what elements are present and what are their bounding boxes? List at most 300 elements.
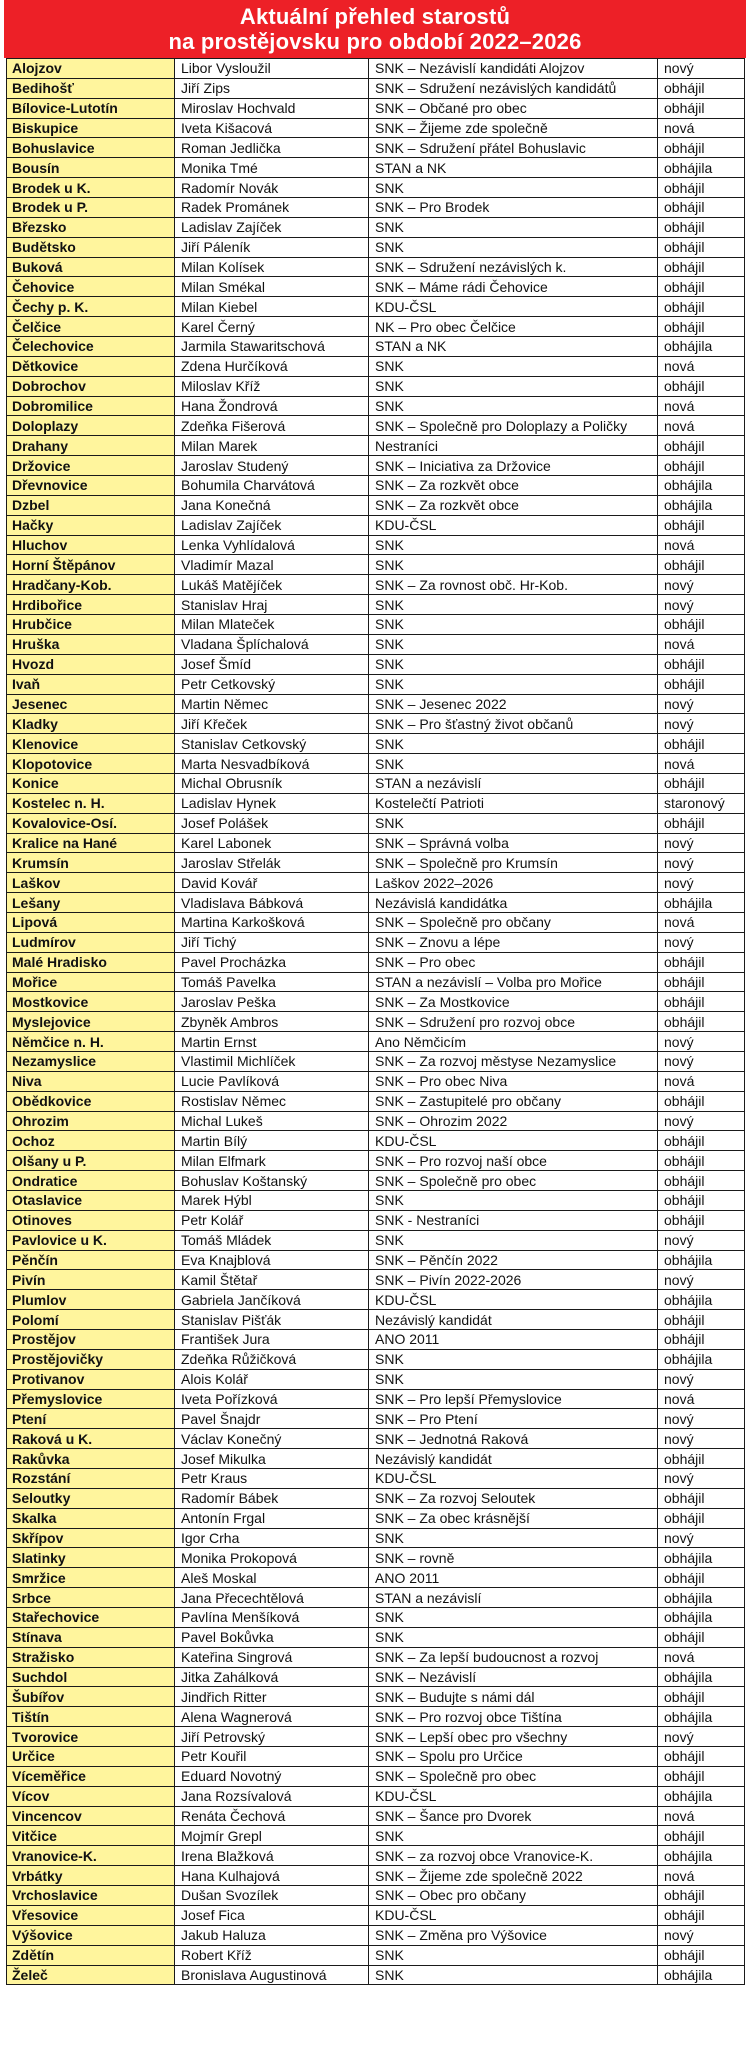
table-row <box>7 674 745 694</box>
status-cell: obhájil <box>658 515 745 535</box>
party-cell: SNK – Za rozvoj městyse Nezamyslice <box>369 1051 658 1071</box>
mayor-name-cell: Iveta Kišacová <box>175 118 369 138</box>
mayor-name-cell: Vlastimil Michlíček <box>175 1051 369 1071</box>
mayor-name-cell: Miroslav Hochvald <box>175 98 369 118</box>
party-cell: SNK – Jednotná Raková <box>369 1429 658 1449</box>
municipality-cell: Zdětín <box>7 1945 175 1965</box>
mayor-name-cell: Václav Konečný <box>175 1429 369 1449</box>
status-cell: obhájil <box>658 1568 745 1588</box>
party-cell: SNK <box>369 634 658 654</box>
table-row <box>7 396 745 416</box>
party-cell: KDU-ČSL <box>369 1469 658 1489</box>
municipality-cell: Tištín <box>7 1707 175 1727</box>
party-cell: STAN a NK <box>369 158 658 178</box>
table-row <box>7 1409 745 1429</box>
municipality-cell: Slatinky <box>7 1548 175 1568</box>
mayor-name-cell: Zdeňka Fišerová <box>175 416 369 436</box>
table-row <box>7 1905 745 1925</box>
party-cell: SNK <box>369 1608 658 1628</box>
party-cell: Nezávislý kandidát <box>369 1310 658 1330</box>
status-cell: obhájil <box>658 297 745 317</box>
table-row <box>7 1667 745 1687</box>
status-cell: nový <box>658 595 745 615</box>
status-cell: obhájil <box>658 1012 745 1032</box>
table-row <box>7 992 745 1012</box>
mayor-name-cell: Zbyněk Ambros <box>175 1012 369 1032</box>
municipality-cell: Víceměřice <box>7 1766 175 1786</box>
party-cell: SNK – Sdružení pro rozvoj obce <box>369 1012 658 1032</box>
municipality-cell: Lešany <box>7 893 175 913</box>
mayor-name-cell: Jaroslav Peška <box>175 992 369 1012</box>
table-row <box>7 853 745 873</box>
party-cell: KDU-ČSL <box>369 1131 658 1151</box>
status-cell: obhájila <box>658 495 745 515</box>
table-row <box>7 754 745 774</box>
municipality-cell: Jesenec <box>7 694 175 714</box>
status-cell: obhájil <box>658 1151 745 1171</box>
table-row <box>7 1747 745 1767</box>
table-row <box>7 1945 745 1965</box>
mayor-name-cell: Monika Prokopová <box>175 1548 369 1568</box>
mayor-name-cell: Alois Kolář <box>175 1369 369 1389</box>
municipality-cell: Tvorovice <box>7 1727 175 1747</box>
municipality-cell: Rakůvka <box>7 1449 175 1469</box>
municipality-cell: Malé Hradisko <box>7 952 175 972</box>
municipality-cell: Stražisko <box>7 1647 175 1667</box>
mayor-name-cell: Radomír Novák <box>175 178 369 198</box>
municipality-cell: Drahany <box>7 436 175 456</box>
party-cell: SNK <box>369 237 658 257</box>
mayor-name-cell: Pavel Bokůvka <box>175 1627 369 1647</box>
table-row <box>7 217 745 237</box>
table-row <box>7 615 745 635</box>
table-row <box>7 654 745 674</box>
party-cell: SNK – rovně <box>369 1548 658 1568</box>
municipality-cell: Budětsko <box>7 237 175 257</box>
status-cell: obhájil <box>658 1171 745 1191</box>
party-cell: SNK – Za Mostkovice <box>369 992 658 1012</box>
party-cell: STAN a nezávislí – Volba pro Mořice <box>369 972 658 992</box>
party-cell: SNK – Občané pro obec <box>369 98 658 118</box>
mayor-name-cell: Lukáš Matějíček <box>175 575 369 595</box>
municipality-cell: Březsko <box>7 217 175 237</box>
status-cell: obhájil <box>658 376 745 396</box>
municipality-cell: Dobrochov <box>7 376 175 396</box>
status-cell: nový <box>658 1528 745 1548</box>
mayor-name-cell: Ladislav Zajíček <box>175 217 369 237</box>
municipality-cell: Bohuslavice <box>7 138 175 158</box>
party-cell: SNK - Nestraníci <box>369 1210 658 1230</box>
municipality-cell: Alojzov <box>7 59 175 79</box>
mayor-name-cell: Petr Kraus <box>175 1469 369 1489</box>
table-row <box>7 297 745 317</box>
status-cell: obhájil <box>658 277 745 297</box>
municipality-cell: Mořice <box>7 972 175 992</box>
status-cell: nová <box>658 912 745 932</box>
party-cell: SNK – Spolu pro Určice <box>369 1747 658 1767</box>
mayor-name-cell: Milan Mlateček <box>175 615 369 635</box>
table-row <box>7 356 745 376</box>
table-row <box>7 1032 745 1052</box>
mayor-name-cell: Vladislava Bábková <box>175 893 369 913</box>
mayor-name-cell: Josef Šmíd <box>175 654 369 674</box>
table-row <box>7 1568 745 1588</box>
status-cell: obhájil <box>658 1886 745 1906</box>
table-row <box>7 1330 745 1350</box>
status-cell: obhájil <box>658 1190 745 1210</box>
status-cell: nový <box>658 1469 745 1489</box>
municipality-cell: Pěnčín <box>7 1250 175 1270</box>
party-cell: SNK – Pro obec Niva <box>369 1071 658 1091</box>
table-row <box>7 1925 745 1945</box>
party-cell: SNK – Společně pro Krumsín <box>369 853 658 873</box>
status-cell: nový <box>658 1051 745 1071</box>
status-cell: obhájil <box>658 1945 745 1965</box>
table-row <box>7 1488 745 1508</box>
status-cell: obhájil <box>658 217 745 237</box>
status-cell: obhájil <box>658 1310 745 1330</box>
mayor-name-cell: Radek Prománek <box>175 198 369 218</box>
table-row <box>7 1210 745 1230</box>
table-row <box>7 1508 745 1528</box>
party-cell: SNK <box>369 1945 658 1965</box>
party-cell: SNK – Budujte s námi dál <box>369 1687 658 1707</box>
party-cell: SNK – Máme rádi Čehovice <box>369 277 658 297</box>
mayor-name-cell: Jana Rozsívalová <box>175 1786 369 1806</box>
table-row <box>7 456 745 476</box>
municipality-cell: Suchdol <box>7 1667 175 1687</box>
table-row <box>7 1707 745 1727</box>
mayor-name-cell: Vladimír Mazal <box>175 555 369 575</box>
table-row <box>7 1727 745 1747</box>
municipality-cell: Hruška <box>7 634 175 654</box>
status-cell: obhájila <box>658 337 745 357</box>
table-row <box>7 1230 745 1250</box>
municipality-cell: Otaslavice <box>7 1190 175 1210</box>
status-cell: obhájil <box>658 1627 745 1647</box>
table-row <box>7 1270 745 1290</box>
status-cell: obhájil <box>658 78 745 98</box>
municipality-cell: Olšany u P. <box>7 1151 175 1171</box>
party-cell: STAN a nezávislí <box>369 773 658 793</box>
municipality-cell: Skalka <box>7 1508 175 1528</box>
municipality-cell: Čehovice <box>7 277 175 297</box>
mayor-name-cell: Pavel Šnajdr <box>175 1409 369 1429</box>
municipality-cell: Laškov <box>7 873 175 893</box>
municipality-cell: Ludmírov <box>7 932 175 952</box>
party-cell: Laškov 2022–2026 <box>369 873 658 893</box>
municipality-cell: Hradčany-Kob. <box>7 575 175 595</box>
table-row <box>7 912 745 932</box>
status-cell: obhájil <box>658 1687 745 1707</box>
party-cell: SNK <box>369 674 658 694</box>
mayor-name-cell: Petr Cetkovský <box>175 674 369 694</box>
table-row <box>7 1250 745 1270</box>
party-cell: SNK – Pro lepší Přemyslovice <box>369 1389 658 1409</box>
municipality-cell: Výšovice <box>7 1925 175 1945</box>
party-cell: Nezávislý kandidát <box>369 1449 658 1469</box>
table-row <box>7 1786 745 1806</box>
municipality-cell: Prostějovičky <box>7 1349 175 1369</box>
table-row <box>7 575 745 595</box>
mayor-name-cell: Tomáš Pavelka <box>175 972 369 992</box>
mayor-name-cell: Miloslav Kříž <box>175 376 369 396</box>
status-cell: nový <box>658 932 745 952</box>
party-cell: SNK – Společně pro občany <box>369 912 658 932</box>
mayor-name-cell: Jaroslav Studený <box>175 456 369 476</box>
status-cell: obhájil <box>658 1905 745 1925</box>
status-cell: nová <box>658 1647 745 1667</box>
party-cell: SNK – Iniciativa za Držovice <box>369 456 658 476</box>
mayor-name-cell: Milan Elfmark <box>175 1151 369 1171</box>
municipality-cell: Čelechovice <box>7 337 175 357</box>
table-row <box>7 555 745 575</box>
party-cell: SNK <box>369 1369 658 1389</box>
party-cell: SNK <box>369 754 658 774</box>
status-cell: obhájil <box>658 1488 745 1508</box>
municipality-cell: Polomí <box>7 1310 175 1330</box>
mayor-name-cell: Robert Kříž <box>175 1945 369 1965</box>
party-cell: SNK – Správná volba <box>369 833 658 853</box>
party-cell: SNK – Společně pro Doloplazy a Poličky <box>369 416 658 436</box>
status-cell: obhájil <box>658 178 745 198</box>
table-row <box>7 1528 745 1548</box>
status-cell: obhájil <box>658 1091 745 1111</box>
municipality-cell: Kladky <box>7 714 175 734</box>
mayor-name-cell: Antonín Frgal <box>175 1508 369 1528</box>
municipality-cell: Držovice <box>7 456 175 476</box>
table-row <box>7 1131 745 1151</box>
mayor-name-cell: Jaroslav Střelák <box>175 853 369 873</box>
municipality-cell: Myslejovice <box>7 1012 175 1032</box>
party-cell: SNK – Za obec krásnější <box>369 1508 658 1528</box>
title-line-1: Aktuální přehled starostů <box>239 4 511 29</box>
table-row <box>7 972 745 992</box>
table-row <box>7 1349 745 1369</box>
municipality-cell: Vincencov <box>7 1806 175 1826</box>
municipality-cell: Vřesovice <box>7 1905 175 1925</box>
status-cell: obhájila <box>658 1608 745 1628</box>
table-row <box>7 1111 745 1131</box>
party-cell: SNK – Pro šťastný život občanů <box>369 714 658 734</box>
mayor-name-cell: Milan Marek <box>175 436 369 456</box>
municipality-cell: Hrdibořice <box>7 595 175 615</box>
table-row <box>7 1091 745 1111</box>
party-cell: SNK – Pro Ptení <box>369 1409 658 1429</box>
status-cell: obhájil <box>658 1747 745 1767</box>
party-cell: Nezávislá kandidátka <box>369 893 658 913</box>
table-row <box>7 237 745 257</box>
mayor-name-cell: Kamil Štětař <box>175 1270 369 1290</box>
mayor-name-cell: Alena Wagnerová <box>175 1707 369 1727</box>
status-cell: nová <box>658 396 745 416</box>
status-cell: obhájila <box>658 1707 745 1727</box>
municipality-cell: Ochoz <box>7 1131 175 1151</box>
party-cell: SNK – Jesenec 2022 <box>369 694 658 714</box>
status-cell: nový <box>658 1032 745 1052</box>
status-cell: obhájil <box>658 237 745 257</box>
status-cell: obhájila <box>658 158 745 178</box>
municipality-cell: Protivanov <box>7 1369 175 1389</box>
table-row <box>7 714 745 734</box>
status-cell: nová <box>658 754 745 774</box>
party-cell: SNK <box>369 178 658 198</box>
table-row <box>7 138 745 158</box>
municipality-cell: Klenovice <box>7 734 175 754</box>
table-row <box>7 833 745 853</box>
municipality-cell: Klopotovice <box>7 754 175 774</box>
mayor-name-cell: Karel Labonek <box>175 833 369 853</box>
municipality-cell: Plumlov <box>7 1290 175 1310</box>
mayor-name-cell: Mojmír Grepl <box>175 1826 369 1846</box>
table-row <box>7 813 745 833</box>
mayor-name-cell: Hana Kulhajová <box>175 1866 369 1886</box>
table-row <box>7 793 745 813</box>
mayor-name-cell: Libor Vysloužil <box>175 59 369 79</box>
party-cell: KDU-ČSL <box>369 515 658 535</box>
status-cell: obhájila <box>658 1349 745 1369</box>
table-row <box>7 1051 745 1071</box>
table-row <box>7 476 745 496</box>
mayor-name-cell: Rostislav Němec <box>175 1091 369 1111</box>
party-cell: SNK <box>369 813 658 833</box>
party-cell: SNK <box>369 535 658 555</box>
table-row <box>7 1429 745 1449</box>
municipality-cell: Vrbátky <box>7 1866 175 1886</box>
status-cell: nová <box>658 1806 745 1826</box>
status-cell: obhájil <box>658 1330 745 1350</box>
municipality-cell: Obědkovice <box>7 1091 175 1111</box>
party-cell: ANO 2011 <box>369 1568 658 1588</box>
party-cell: SNK – Za rozkvět obce <box>369 495 658 515</box>
mayor-name-cell: Iveta Pořízková <box>175 1389 369 1409</box>
party-cell: KDU-ČSL <box>369 1905 658 1925</box>
party-cell: SNK <box>369 1190 658 1210</box>
municipality-cell: Srbce <box>7 1588 175 1608</box>
status-cell: obhájil <box>658 317 745 337</box>
mayor-name-cell: Jiří Páleník <box>175 237 369 257</box>
municipality-cell: Čelčice <box>7 317 175 337</box>
table-row <box>7 277 745 297</box>
municipality-cell: Biskupice <box>7 118 175 138</box>
municipality-cell: Dzbel <box>7 495 175 515</box>
status-cell: obhájil <box>658 257 745 277</box>
municipality-cell: Kostelec n. H. <box>7 793 175 813</box>
party-cell: SNK – Zastupitelé pro občany <box>369 1091 658 1111</box>
party-cell: SNK – za rozvoj obce Vranovice-K. <box>369 1846 658 1866</box>
municipality-cell: Rozstání <box>7 1469 175 1489</box>
status-cell: obhájil <box>658 1210 745 1230</box>
status-cell: nový <box>658 1369 745 1389</box>
party-cell: Ano Němčicím <box>369 1032 658 1052</box>
party-cell: SNK <box>369 615 658 635</box>
mayor-name-cell: Marek Hýbl <box>175 1190 369 1210</box>
party-cell: SNK – Pro rozvoj naší obce <box>369 1151 658 1171</box>
party-cell: STAN a nezávislí <box>369 1588 658 1608</box>
table-row <box>7 773 745 793</box>
table-row <box>7 1369 745 1389</box>
status-cell: obhájila <box>658 1290 745 1310</box>
table-row <box>7 734 745 754</box>
mayor-name-cell: Milan Smékal <box>175 277 369 297</box>
municipality-cell: Stínava <box>7 1627 175 1647</box>
party-cell: SNK <box>369 376 658 396</box>
party-cell: KDU-ČSL <box>369 1786 658 1806</box>
mayor-name-cell: Zdeňka Růžičková <box>175 1349 369 1369</box>
table-row <box>7 535 745 555</box>
municipality-cell: Pavlovice u K. <box>7 1230 175 1250</box>
status-cell: nová <box>658 356 745 376</box>
table-row <box>7 1310 745 1330</box>
mayor-name-cell: Igor Crha <box>175 1528 369 1548</box>
party-cell: NK – Pro obec Čelčice <box>369 317 658 337</box>
municipality-cell: Brodek u P. <box>7 198 175 218</box>
municipality-cell: Šubířov <box>7 1687 175 1707</box>
mayor-name-cell: Bohumila Charvátová <box>175 476 369 496</box>
municipality-cell: Ohrozim <box>7 1111 175 1131</box>
status-cell: staronový <box>658 793 745 813</box>
mayor-name-cell: Stanislav Hraj <box>175 595 369 615</box>
party-cell: SNK – Za rovnost obč. Hr-Kob. <box>369 575 658 595</box>
municipality-cell: Bílovice-Lutotín <box>7 98 175 118</box>
table-row <box>7 1171 745 1191</box>
municipality-cell: Přemyslovice <box>7 1389 175 1409</box>
status-cell: obhájila <box>658 1588 745 1608</box>
mayor-name-cell: Kateřina Singrová <box>175 1647 369 1667</box>
table-row <box>7 932 745 952</box>
party-cell: SNK <box>369 1528 658 1548</box>
status-cell: obhájil <box>658 654 745 674</box>
status-cell: obhájila <box>658 1667 745 1687</box>
table-row <box>7 893 745 913</box>
municipality-cell: Niva <box>7 1071 175 1091</box>
status-cell: obhájil <box>658 615 745 635</box>
party-cell: SNK <box>369 734 658 754</box>
mayor-name-cell: Jiří Křeček <box>175 714 369 734</box>
municipality-cell: Bedihošť <box>7 78 175 98</box>
mayor-name-cell: Martin Bílý <box>175 1131 369 1151</box>
mayor-name-cell: Zdena Hurčíková <box>175 356 369 376</box>
municipality-cell: Konice <box>7 773 175 793</box>
mayor-name-cell: Radomír Bábek <box>175 1488 369 1508</box>
status-cell: nový <box>658 853 745 873</box>
party-cell: SNK – Za rozkvět obce <box>369 476 658 496</box>
municipality-cell: Vranovice-K. <box>7 1846 175 1866</box>
title-line-2: na prostějovsku pro období 2022–2026 <box>168 29 582 54</box>
municipality-cell: Lipová <box>7 912 175 932</box>
status-cell: obhájil <box>658 456 745 476</box>
municipality-cell: Prostějov <box>7 1330 175 1350</box>
municipality-cell: Čechy p. K. <box>7 297 175 317</box>
mayor-name-cell: Renáta Čechová <box>175 1806 369 1826</box>
table-row <box>7 78 745 98</box>
municipality-cell: Krumsín <box>7 853 175 873</box>
status-cell: obhájil <box>658 972 745 992</box>
municipality-cell: Hluchov <box>7 535 175 555</box>
status-cell: nová <box>658 634 745 654</box>
municipality-cell: Nezamyslice <box>7 1051 175 1071</box>
municipality-cell: Brodek u K. <box>7 178 175 198</box>
table-row <box>7 178 745 198</box>
party-cell: ANO 2011 <box>369 1330 658 1350</box>
status-cell: nový <box>658 694 745 714</box>
party-cell: Kostelečtí Patrioti <box>369 793 658 813</box>
status-cell: nová <box>658 535 745 555</box>
mayor-name-cell: Michal Lukeš <box>175 1111 369 1131</box>
party-cell: SNK – Za lepší budoucnost a rozvoj <box>369 1647 658 1667</box>
table-row <box>7 1647 745 1667</box>
mayor-name-cell: Ladislav Zajíček <box>175 515 369 535</box>
